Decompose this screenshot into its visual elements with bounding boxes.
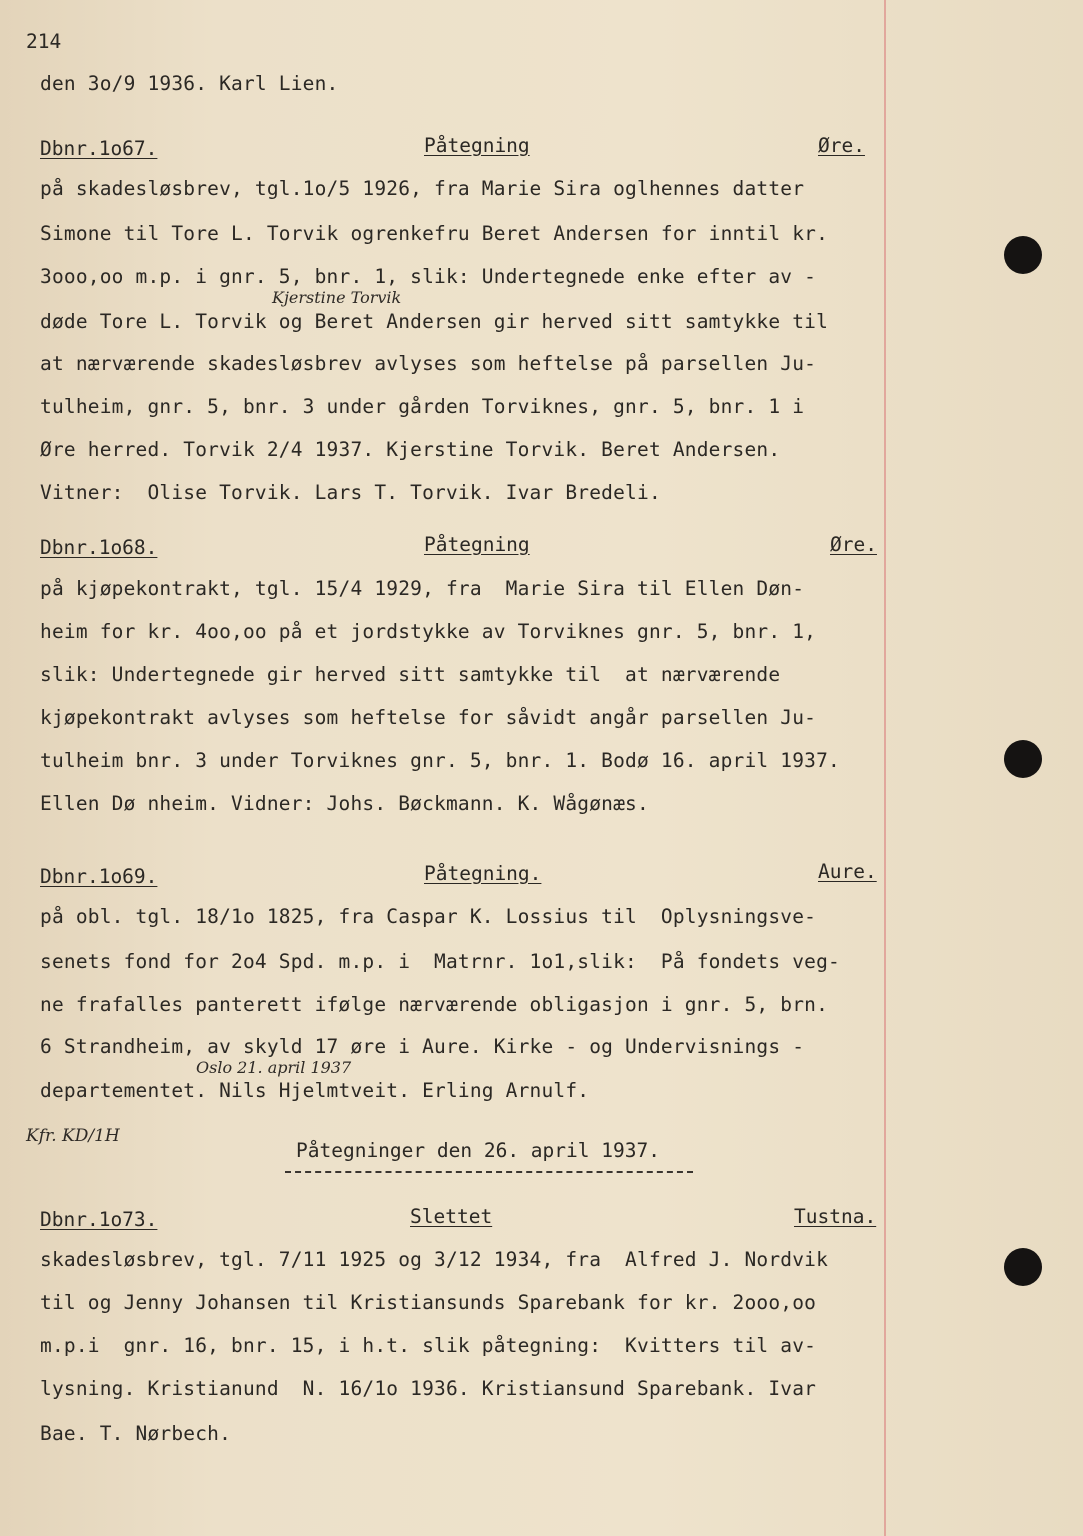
entry-line: til og Jenny Johansen til Kristiansunds Sparebank for kr. 2ooo,oo bbox=[40, 1291, 817, 1314]
entry-line: skadesløsbrev, tgl. 7/11 1925 og 3/12 1934, fra Alfred J. Nordvik bbox=[40, 1248, 829, 1271]
handwritten-note: Oslo 21. april 1937 bbox=[196, 1058, 352, 1077]
entry-line: m.p.i gnr. 16, bnr. 15, i h.t. slik påtegning: Kvitters til av- bbox=[40, 1334, 817, 1357]
entry-line: på obl. tgl. 18/1o 1825, fra Caspar K. Lossius til Oplysningsve- bbox=[40, 905, 817, 928]
heading-dashed-rule bbox=[285, 1171, 693, 1173]
entry-line: Øre herred. Torvik 2/4 1937. Kjerstine Torvik. Beret Andersen. bbox=[40, 438, 781, 461]
entry-line: døde Tore L. Torvik og Beret Andersen gir herved sitt samtykke til bbox=[40, 310, 829, 333]
entry-line: Vitner: Olise Torvik. Lars T. Torvik. Ivar Bredeli. bbox=[40, 481, 661, 504]
entry-line: på skadesløsbrev, tgl.1o/5 1926, fra Marie Sira oglhennes datter bbox=[40, 177, 805, 200]
entry-line: Ellen Dø nheim. Vidner: Johs. Bøckmann. K. Wågønæs. bbox=[40, 792, 649, 815]
entry-place: Øre. bbox=[830, 533, 877, 556]
entry-line: tulheim, gnr. 5, bnr. 3 under gården Torviknes, gnr. 5, bnr. 1 i bbox=[40, 395, 805, 418]
section-heading: Påtegninger den 26. april 1937. bbox=[296, 1139, 660, 1162]
entry-dbnr: Dbnr.1o68. bbox=[40, 536, 158, 559]
entry-line: kjøpekontrakt avlyses som heftelse for såvidt angår parsellen Ju- bbox=[40, 706, 817, 729]
page-number: 214 bbox=[26, 30, 62, 53]
entry-type: Slettet bbox=[410, 1205, 493, 1228]
entry-line: at nærværende skadesløsbrev avlyses som heftelse på parsellen Ju- bbox=[40, 352, 817, 375]
entry-line: tulheim bnr. 3 under Torviknes gnr. 5, bnr. 1. Bodø 16. april 1937. bbox=[40, 749, 840, 772]
entry-line: slik: Undertegnede gir herved sitt samtykke til at nærværende bbox=[40, 663, 781, 686]
entry-line: departementet. Nils Hjelmtveit. Erling Arnulf. bbox=[40, 1079, 590, 1102]
entry-place: Aure. bbox=[818, 860, 877, 883]
intro-line: den 3o/9 1936. Karl Lien. bbox=[40, 72, 339, 95]
handwritten-note: Kjerstine Torvik bbox=[272, 288, 402, 307]
entry-place: Tustna. bbox=[794, 1205, 877, 1228]
entry-type: Påtegning bbox=[424, 533, 530, 556]
entry-dbnr: Dbnr.1o69. bbox=[40, 865, 158, 888]
punch-hole-bottom bbox=[1004, 1248, 1042, 1286]
entry-line: 3ooo,oo m.p. i gnr. 5, bnr. 1, slik: Undertegnede enke efter av - bbox=[40, 265, 817, 288]
entry-line: Simone til Tore L. Torvik ogrenkefru Beret Andersen for inntil kr. bbox=[40, 222, 829, 245]
entry-line: på kjøpekontrakt, tgl. 15/4 1929, fra Marie Sira til Ellen Døn- bbox=[40, 577, 805, 600]
punch-hole-top bbox=[1004, 236, 1042, 274]
entry-line: 6 Strandheim, av skyld 17 øre i Aure. Kirke - og Undervisnings - bbox=[40, 1035, 805, 1058]
margin-note: Kfr. KD/1H bbox=[26, 1126, 120, 1146]
margin-line bbox=[884, 0, 886, 1536]
entry-line: senets fond for 2o4 Spd. m.p. i Matrnr. 1o1,slik: På fondets veg- bbox=[40, 950, 840, 973]
entry-line: ne frafalles panterett ifølge nærværende obligasjon i gnr. 5, brn. bbox=[40, 993, 829, 1016]
entry-line: lysning. Kristianund N. 16/1o 1936. Kristiansund Sparebank. Ivar bbox=[40, 1377, 817, 1400]
punch-hole-middle bbox=[1004, 740, 1042, 778]
entry-type: Påtegning. bbox=[424, 862, 542, 885]
entry-place: Øre. bbox=[818, 134, 865, 157]
entry-line: heim for kr. 4oo,oo på et jordstykke av Torviknes gnr. 5, bnr. 1, bbox=[40, 620, 817, 643]
entry-type: Påtegning bbox=[424, 134, 530, 157]
entry-line: Bae. T. Nørbech. bbox=[40, 1422, 232, 1445]
entry-dbnr: Dbnr.1o73. bbox=[40, 1208, 158, 1231]
entry-dbnr: Dbnr.1o67. bbox=[40, 137, 158, 160]
